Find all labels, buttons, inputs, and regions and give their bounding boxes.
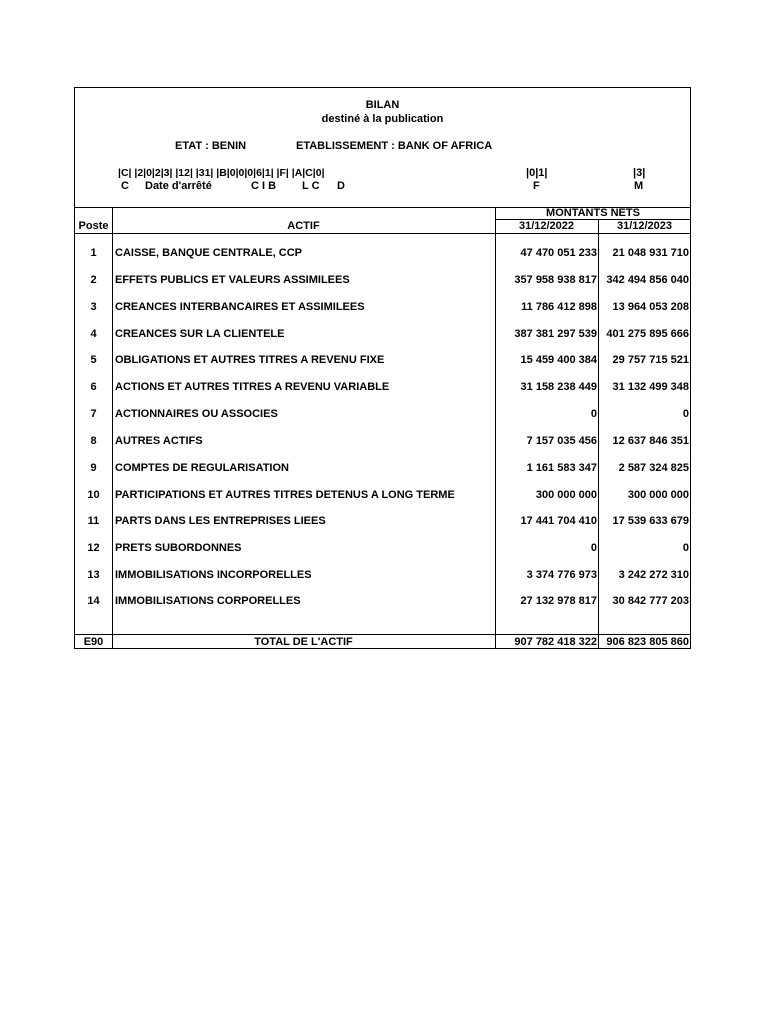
col-header-2023: 31/12/2023: [616, 220, 673, 232]
row-value-2022: 0: [590, 542, 597, 554]
row-value-2023: 300 000 000: [627, 489, 689, 501]
row-value-2023: 0: [682, 542, 689, 554]
row-value-2023: 30 842 777 203: [612, 595, 689, 607]
row-poste: 5: [90, 354, 97, 366]
col-header-actif: ACTIF: [287, 220, 320, 232]
row-label: COMPTES DE REGULARISATION: [115, 462, 289, 474]
row-value-2023: 401 275 895 666: [606, 328, 689, 340]
row-poste: 2: [90, 274, 97, 286]
code-f-legend: F: [533, 180, 540, 192]
codes-legend-date: Date d'arrêté: [145, 180, 212, 192]
document-subtitle: destiné à la publication: [321, 113, 444, 125]
code-f-box: |0|1|: [526, 167, 548, 179]
total-value-2022: 907 782 418 322: [514, 636, 597, 648]
actif-col-rule: [495, 207, 496, 649]
row-value-2022: 47 470 051 233: [520, 247, 597, 259]
row-value-2022: 17 441 704 410: [520, 515, 597, 527]
row-value-2023: 31 132 499 348: [612, 381, 689, 393]
row-poste: 7: [90, 408, 97, 420]
row-value-2022: 15 459 400 384: [520, 354, 597, 366]
row-value-2022: 0: [590, 408, 597, 420]
row-value-2023: 342 494 856 040: [606, 274, 689, 286]
row-poste: 9: [90, 462, 97, 474]
col-header-poste: Poste: [78, 220, 109, 232]
row-value-2022: 27 132 978 817: [520, 595, 597, 607]
row-value-2022: 1 161 583 347: [526, 462, 597, 474]
row-value-2022: 357 958 938 817: [514, 274, 597, 286]
row-poste: 14: [87, 595, 100, 607]
row-value-2023: 2 587 324 825: [618, 462, 689, 474]
date-col-rule: [598, 219, 599, 649]
codes-legend-c: C: [121, 180, 129, 192]
row-label: EFFETS PUBLICS ET VALEURS ASSIMILEES: [115, 274, 350, 286]
row-value-2023: 17 539 633 679: [612, 515, 689, 527]
row-label: PARTS DANS LES ENTREPRISES LIEES: [115, 515, 326, 527]
row-value-2023: 12 637 846 351: [612, 435, 689, 447]
row-value-2023: 29 757 715 521: [612, 354, 689, 366]
row-label: OBLIGATIONS ET AUTRES TITRES A REVENU FIXE: [115, 354, 385, 366]
row-label: ACTIONNAIRES OU ASSOCIES: [115, 408, 278, 420]
row-value-2023: 3 242 272 310: [618, 569, 689, 581]
col-header-2022: 31/12/2022: [518, 220, 575, 232]
total-poste: E90: [83, 636, 104, 648]
codes-legend-lc: L C: [302, 180, 320, 192]
etat-label: ETAT : BENIN: [175, 140, 247, 152]
row-value-2022: 7 157 035 456: [526, 435, 597, 447]
row-label: PRETS SUBORDONNES: [115, 542, 242, 554]
row-poste: 13: [87, 569, 100, 581]
row-label: CREANCES INTERBANCAIRES ET ASSIMILEES: [115, 301, 365, 313]
row-poste: 10: [87, 489, 100, 501]
row-value-2022: 31 158 238 449: [520, 381, 597, 393]
row-poste: 1: [90, 247, 97, 259]
row-label: CAISSE, BANQUE CENTRALE, CCP: [115, 247, 303, 259]
row-poste: 3: [90, 301, 97, 313]
row-value-2022: 11 786 412 898: [521, 301, 597, 313]
row-value-2022: 3 374 776 973: [526, 569, 597, 581]
row-label: IMMOBILISATIONS INCORPORELLES: [115, 569, 312, 581]
row-value-2023: 0: [682, 408, 689, 420]
row-poste: 8: [90, 435, 97, 447]
row-label: AUTRES ACTIFS: [115, 435, 203, 447]
codes-legend-cib: C I B: [251, 180, 277, 192]
etablissement-label: ETABLISSEMENT : BANK OF AFRICA: [296, 140, 493, 152]
row-label: ACTIONS ET AUTRES TITRES A REVENU VARIABLE: [115, 381, 390, 393]
total-label: TOTAL DE L'ACTIF: [254, 636, 353, 648]
row-poste: 11: [87, 515, 100, 527]
row-poste: 4: [90, 328, 97, 340]
code-m-legend: M: [634, 180, 644, 192]
row-value-2023: 13 964 053 208: [612, 301, 689, 313]
row-label: CREANCES SUR LA CLIENTELE: [115, 328, 285, 340]
codes-legend-d: D: [337, 180, 345, 192]
row-label: IMMOBILISATIONS CORPORELLES: [115, 595, 301, 607]
row-value-2023: 21 048 931 710: [612, 247, 689, 259]
codes-line: |C| |2|0|2|3| |12| |31| |B|0|0|0|6|1| |F| |A|C|0|: [118, 167, 325, 179]
row-poste: 6: [90, 381, 97, 393]
total-value-2023: 906 823 805 860: [606, 636, 689, 648]
row-poste: 12: [87, 542, 100, 554]
col-header-montants: MONTANTS NETS: [546, 207, 640, 219]
row-value-2022: 387 381 297 539: [514, 328, 597, 340]
poste-col-rule: [112, 207, 113, 649]
code-m-box: |3|: [633, 167, 646, 179]
row-value-2022: 300 000 000: [535, 489, 597, 501]
row-label: PARTICIPATIONS ET AUTRES TITRES DETENUS A LONG TERME: [115, 489, 455, 501]
document-title: BILAN: [365, 99, 400, 111]
